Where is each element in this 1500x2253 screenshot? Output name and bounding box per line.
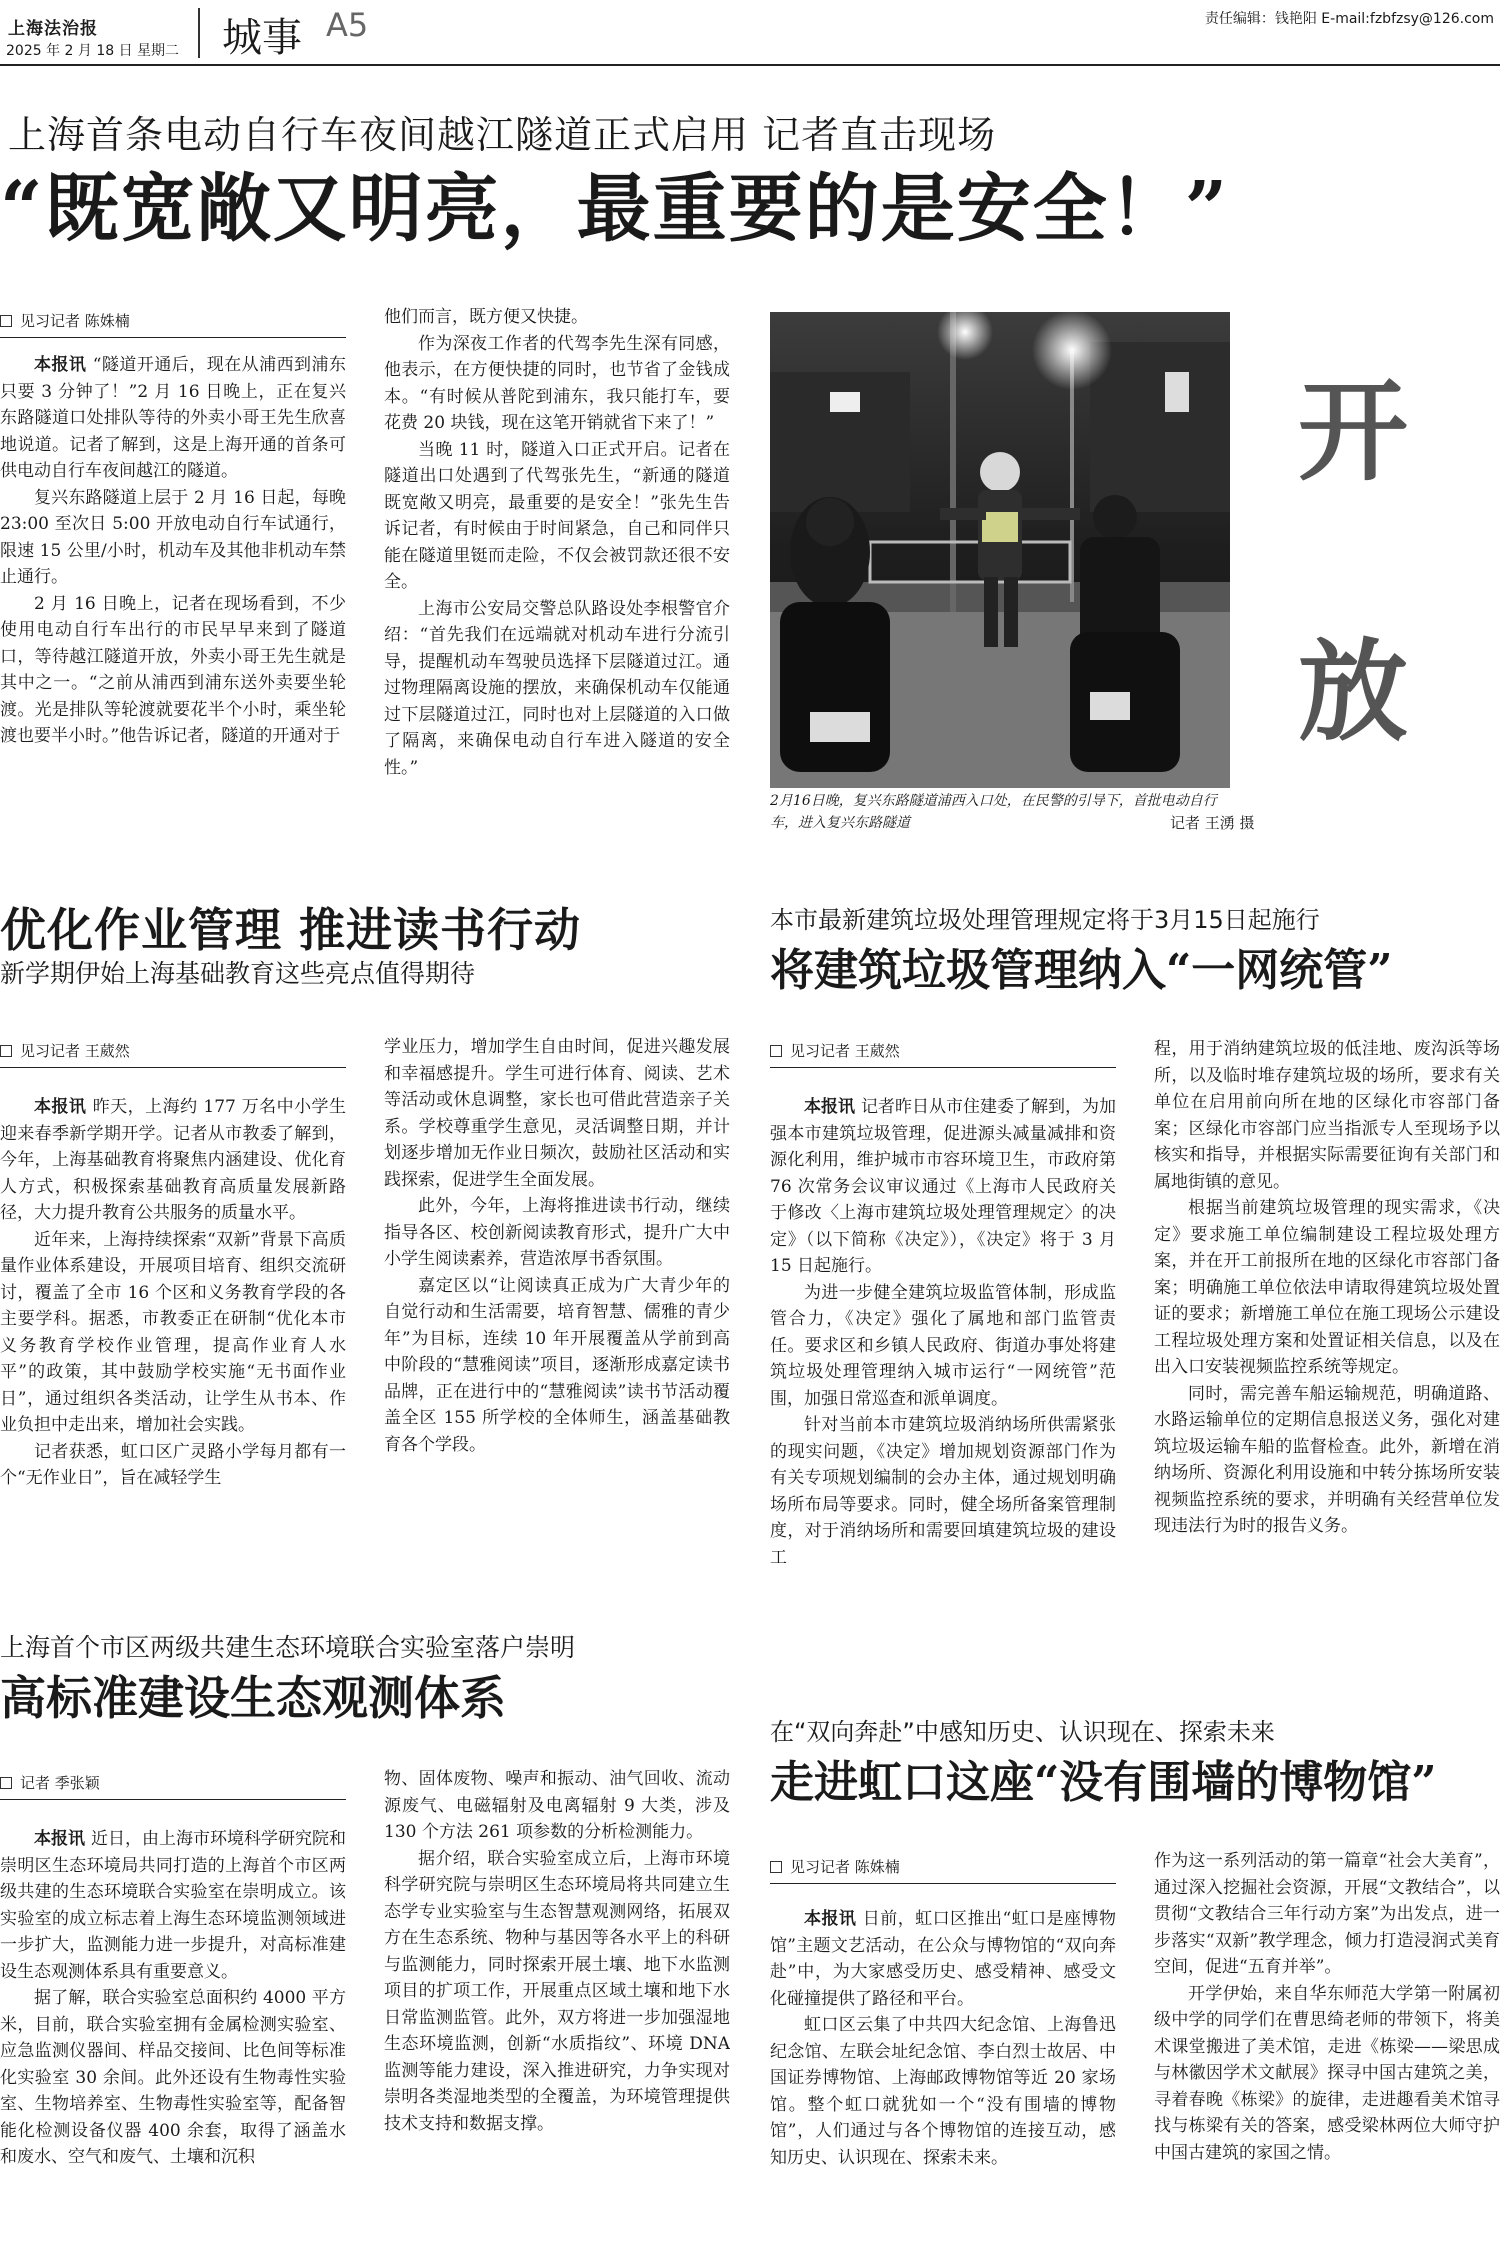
waste-column-2 <box>1154 1036 1500 1656</box>
paragraph-text: 开学伊始，来自华东师范大学第一附属初级中学的同学们在曹思绮老师的带领下，将美术课堂搬进了美术馆，走进《栋梁——梁思成与林徽因学术文献展》探寻中国古建筑之美，寻着春晚《栋梁》的旋律，走进趣看美术馆寻找与栋梁有关的答案，感受梁林两位大师守护中国古建筑的家国之情。 <box>1154 1983 1500 2163</box>
museum-column-1 <box>770 1906 1116 2248</box>
byline-box-icon <box>770 1861 782 1873</box>
education-byline: 见习记者 王葳然 <box>0 1040 346 1068</box>
paragraph <box>1154 1848 1500 1981</box>
paragraph-text: 学业压力，增加学生自由时间，促进兴趣发展和幸福感提升。学生可进行体育、阅读、艺术等活动或休息调整，家长也可借此营造亲子关系。学校尊重学生意见，灵活调整日期，并计划逐步增加无作业日频次，鼓励社区活动和实践探索，促进学生全面发展。 <box>384 1037 730 1190</box>
paragraph <box>384 1766 730 1846</box>
education-headline: 优化作业管理 推进读书行动 <box>0 903 582 957</box>
paragraph-text: 据了解，联合实验室总面积约 4000 平方米，目前，联合实验室拥有金属检测实验室、应急监测仪器间、样品交接间、比色间等标准化实验室 30 余间。此外还设有生物毒性实验室、生物培养室、生物毒性实验室等，配备智能化检测设备仪器 400 余套，取得了涵盖水和废水、空气和废气、土壤和沉积 <box>0 1988 346 2167</box>
paragraph-text: 物、固体废物、噪声和振动、油气回收、流动源废气、电磁辐射及电离辐射 9 大类，涉及 130 个方法 261 项参数的分析检测能力。 <box>384 1769 730 1842</box>
paragraph <box>1154 1036 1500 1195</box>
paragraph-text: 记者获悉，虹口区广灵路小学每月都有一个“无作业日”，旨在减轻学生 <box>0 1441 346 1488</box>
paragraph <box>0 591 346 750</box>
museum-byline: 见习记者 陈姝楠 <box>770 1856 1116 1884</box>
paragraph <box>770 1094 1116 1280</box>
paragraph <box>0 485 346 591</box>
photo-side-char-1: 开 <box>1298 367 1408 496</box>
waste-headline: 将建筑垃圾管理纳入“一网统管” <box>770 945 1393 996</box>
paragraph <box>384 437 730 596</box>
museum-headline: 走进虹口这座“没有围墙的博物馆” <box>770 1757 1437 1808</box>
paragraph <box>384 596 730 782</box>
lead-kicker: 上海首条电动自行车夜间越江隧道正式启用 记者直击现场 <box>8 113 997 157</box>
byline-box-icon <box>0 315 12 327</box>
paragraph <box>0 1985 346 2171</box>
education-column-1 <box>0 1094 346 1574</box>
photo-credit: 记者 王湧 摄 <box>1170 814 1255 832</box>
eco-column-1 <box>0 1826 346 2248</box>
paragraph-text: 虹口区云集了中共四大纪念馆、上海鲁迅纪念馆、左联会址纪念馆、李白烈士故居、中国证券博物馆、上海邮政博物馆等近 20 家场馆。整个虹口就犹如一个“没有围墙的博物馆”，人们通过与各个博物馆的连接互动，感知历史、认识现在、探索未来。 <box>770 2015 1116 2168</box>
issue-date: 2025 年 2 月 18 日 星期二 <box>6 43 180 59</box>
paragraph <box>384 1193 730 1273</box>
museum-column-2 <box>1154 1848 1500 2248</box>
paper-logo: 上海法治报 <box>8 19 98 39</box>
waste-byline: 见习记者 王葳然 <box>770 1040 1116 1068</box>
tunnel-photo <box>770 312 1230 788</box>
paragraph <box>384 1034 730 1193</box>
paragraph-text: 上海市公安局交警总队路设处李根警官介绍：“首先我们在远端就对机动车进行分流引导，提醒机动车驾驶员选择下层隧道过江。通过物理隔离设施的摆放，来确保机动车仅能通过下层隧道过江，同时也对上层隧道的入口做了隔离，来确保电动自行车进入隧道的安全性。” <box>384 598 730 778</box>
paragraph <box>770 2012 1116 2171</box>
paragraph-text: 复兴东路隧道上层于 2 月 16 日起，每晚 23:00 至次日 5:00 开放电动自行车试通行，限速 15 公里/小时，机动车及其他非机动车禁止通行。 <box>0 487 346 587</box>
photo-caption: 2月16日晚，复兴东路隧道浦西入口处，在民警的引导下，首批电动自行车，进入复兴东路隧道 <box>770 793 1217 831</box>
paragraph-text: 近年来，上海持续探索“双新”背景下高质量作业体系建设，开展项目培育、组织交流研讨，覆盖了全市 16 个区和义务教育学段的各主要学科。据悉，市教委正在研制“优化本市义务教育学校作业管理，提高作业育人水平”的政策，其中鼓励学校实施“无书面作业日”，通过组织各类活动，让学生从书本、作业负担中走出来，增加社会实践。 <box>0 1229 346 1435</box>
editor-info: 责任编辑：钱艳阳 E-mail:fzbfzsy@126.com <box>1204 11 1494 27</box>
dateline: 本报讯 <box>34 355 93 375</box>
tunnel-photo-image <box>770 312 1230 788</box>
paragraph-text: 根据当前建筑垃圾管理的现实需求，《决定》要求施工单位编制建设工程垃圾处理方案，并在开工前报所在地的区绿化市容部门备案；明确施工单位依法申请取得建筑垃圾处置证的要求；新增施工单位在施工现场公示建设工程垃圾处理方案和处置证相关信息，以及在出入口安装视频监控系统等规定。 <box>1154 1198 1500 1377</box>
paragraph-text: 嘉定区以“让阅读真正成为广大青少年的自觉行动和生活需要，培育智慧、儒雅的青少年”为目标，连续 10 年开展覆盖从学前到高中阶段的“慧雅阅读”项目，逐渐形成嘉定读书品牌，正在进行中的“慧雅阅读”读书节活动覆盖全区 155 所学校的全体师生，涵盖基础教育各个学段。 <box>384 1275 730 1455</box>
paragraph-text: 记者昨日从市住建委了解到，为加强本市建筑垃圾管理，促进源头减量减排和资源化利用，维护城市市容环境卫生，市政府第 76 次常务会议审议通过《上海市人民政府关于修改〈上海市建筑垃圾处理管理规定〉的决定》（以下简称《决定》），《决定》将于 3 月 15 日起施行。 <box>770 1097 1116 1276</box>
paragraph-text: 当晚 11 时，隧道入口正式开启。记者在隧道出口处遇到了代驾张先生，“新通的隧道既宽敞又明亮，最重要的是安全！”张先生告诉记者，有时候由于时间紧急，自己和同伴只能在隧道里铤而走险，不仅会被罚款还很不安全。 <box>384 439 730 592</box>
paragraph <box>770 1906 1116 2012</box>
byline-box-icon <box>0 1777 12 1789</box>
paragraph <box>770 1412 1116 1571</box>
paragraph <box>0 1439 346 1492</box>
dateline: 本报讯 <box>804 1909 863 1929</box>
masthead-rule <box>0 64 1500 66</box>
paragraph-text: 近日，由上海市环境科学研究院和崇明区生态环境局共同打造的上海首个市区两级共建的生态环境联合实验室在崇明成立。该实验室的成立标志着上海生态环境监测领域进一步扩大，监测能力进一步提升，对高标准建设生态观测体系具有重要意义。 <box>0 1829 346 1982</box>
museum-kicker: 在“双向奔赴”中感知历史、认识现在、探索未来 <box>770 1718 1275 1746</box>
paragraph-text: 日前，虹口区推出“虹口是座博物馆”主题文艺活动，在公众与博物馆的“双向奔赴”中，为大家感受历史、感受精神、感受文化碰撞提供了路径和平台。 <box>770 1909 1116 2009</box>
paragraph <box>384 331 730 437</box>
paragraph-text: 为进一步健全建筑垃圾监管体制，形成监管合力，《决定》强化了属地和部门监管责任。要求区和乡镇人民政府、街道办事处将建筑垃圾处理管理纳入城市运行“一网统管”范围，加强日常巡查和派单调度。 <box>770 1282 1116 1409</box>
waste-kicker: 本市最新建筑垃圾处理管理规定将于3月15日起施行 <box>770 906 1320 934</box>
paragraph <box>770 1280 1116 1413</box>
education-subhead: 新学期伊始上海基础教育这些亮点值得期待 <box>0 959 476 988</box>
photo-side-char-2: 放 <box>1298 627 1408 756</box>
paragraph-text: 昨天，上海约 177 万名中小学生迎来春季新学期开学。记者从市教委了解到，今年，上海基础教育将聚焦内涵建设、优化育人方式，积极探索基础教育高质量发展新路径，大力提升教育公共服务的质量水平。 <box>0 1097 346 1223</box>
paragraph <box>384 304 730 331</box>
paragraph-text: 此外，今年，上海将推进读书行动，继续指导各区、校创新阅读教育形式，提升广大中小学生阅读素养，营造浓厚书香氛围。 <box>384 1196 730 1269</box>
dateline: 本报讯 <box>804 1097 861 1117</box>
paragraph <box>1154 1195 1500 1381</box>
masthead-divider <box>198 8 200 58</box>
paragraph <box>0 1227 346 1439</box>
dateline: 本报讯 <box>34 1097 93 1117</box>
eco-column-2 <box>384 1766 730 2248</box>
paragraph-text: 作为这一系列活动的第一篇章“社会大美育”，通过深入挖掘社会资源，开展“文教结合”，以贯彻“文教结合三年行动方案”为出发点，进一步落实“双新”教学理念，倾力打造浸润式美育空间，促进“五育并举”。 <box>1154 1851 1500 1977</box>
paragraph-text: 2 月 16 日晚上，记者在现场看到，不少使用电动自行车出行的市民早早来到了隧道口，等待越江隧道开放，外卖小哥王先生就是其中之一。“之前从浦西到浦东送外卖要坐轮渡。光是排队等轮渡就要花半个小时，乘坐轮渡也要半小时。”他告诉记者，隧道的开通对于 <box>0 593 346 746</box>
education-column-2 <box>384 1034 730 1574</box>
paragraph-text: 作为深夜工作者的代驾李先生深有同感，他表示，在方便快捷的同时，也节省了金钱成本。“有时候从普陀到浦东，我只能打车，要花费 20 块钱，现在这笔开销就省下来了！” <box>384 333 730 433</box>
lead-byline: 见习记者 陈姝楠 <box>0 310 346 338</box>
eco-headline: 高标准建设生态观测体系 <box>0 1671 506 1725</box>
lead-column-2 <box>384 304 730 844</box>
waste-column-1 <box>770 1094 1116 1654</box>
page-number: A5 <box>326 6 369 44</box>
paragraph <box>0 352 346 485</box>
paragraph <box>0 1094 346 1227</box>
paragraph-text: 同时，需完善车船运输规范，明确道路、水路运输单位的定期信息报送义务，强化对建筑垃圾运输车船的监督检查。此外，新增在消纳场所、资源化利用设施和中转分拣场所安装视频监控系统的要求，并明确有关经营单位发现违法行为时的报告义务。 <box>1154 1383 1500 1536</box>
paragraph-text: 据介绍，联合实验室成立后，上海市环境科学研究院与崇明区生态环境局将共同建立生态学专业实验室与生态智慧观测网络，拓展双方在生态系统、物种与基因等各水平上的科研与监测能力，同时探索开展土壤、地下水监测项目的扩项工作，开展重点区域土壤和地下水日常监测监管。此外，双方将进一步加强湿地生态环境监测，创新“水质指纹”、环境 DNA 监测等能力建设，深入推进研究，力争实现对崇明各类湿地类型的全覆盖，为环境管理提供技术支持和数据支撑。 <box>384 1848 730 2134</box>
paragraph-text: “隧道开通后，现在从浦西到浦东只要 3 分钟了！”2 月 16 日晚上，正在复兴东路隧道口处排队等待的外卖小哥王先生欣喜地说道。记者了解到，这是上海开通的首条可供电动自行车夜间越江的隧道。 <box>0 355 346 481</box>
byline-box-icon <box>770 1045 782 1057</box>
dateline: 本报讯 <box>34 1829 91 1849</box>
section-title: 城事 <box>222 15 302 61</box>
paragraph <box>384 1273 730 1459</box>
paragraph <box>384 1846 730 2138</box>
paragraph-text: 他们而言，既方便又快捷。 <box>384 307 588 327</box>
paragraph <box>1154 1381 1500 1540</box>
paragraph <box>0 1826 346 1985</box>
paragraph-text: 针对当前本市建筑垃圾消纳场所供需紧张的现实问题，《决定》增加规划资源部门作为有关专项规划编制的会办主体，通过规划明确场所布局等要求。同时，健全场所备案管理制度，对于消纳场所和需要回填建筑垃圾的建设工 <box>770 1415 1116 1568</box>
eco-kicker: 上海首个市区两级共建生态环境联合实验室落户崇明 <box>0 1633 576 1662</box>
eco-byline: 记者 季张颖 <box>0 1772 346 1800</box>
paragraph-text: 程，用于消纳建筑垃圾的低洼地、废沟浜等场所，以及临时堆存建筑垃圾的场所，要求有关单位在启用前向所在地的区绿化市容部门备案；区绿化市容部门应当指派专人至现场予以核实和指导，并根据实际需要征询有关部门和属地街镇的意见。 <box>1154 1039 1500 1192</box>
lead-column-1 <box>0 352 346 842</box>
byline-box-icon <box>0 1045 12 1057</box>
paragraph <box>1154 1981 1500 2167</box>
lead-headline: “既宽敞又明亮，最重要的是安全！” <box>0 166 1230 252</box>
